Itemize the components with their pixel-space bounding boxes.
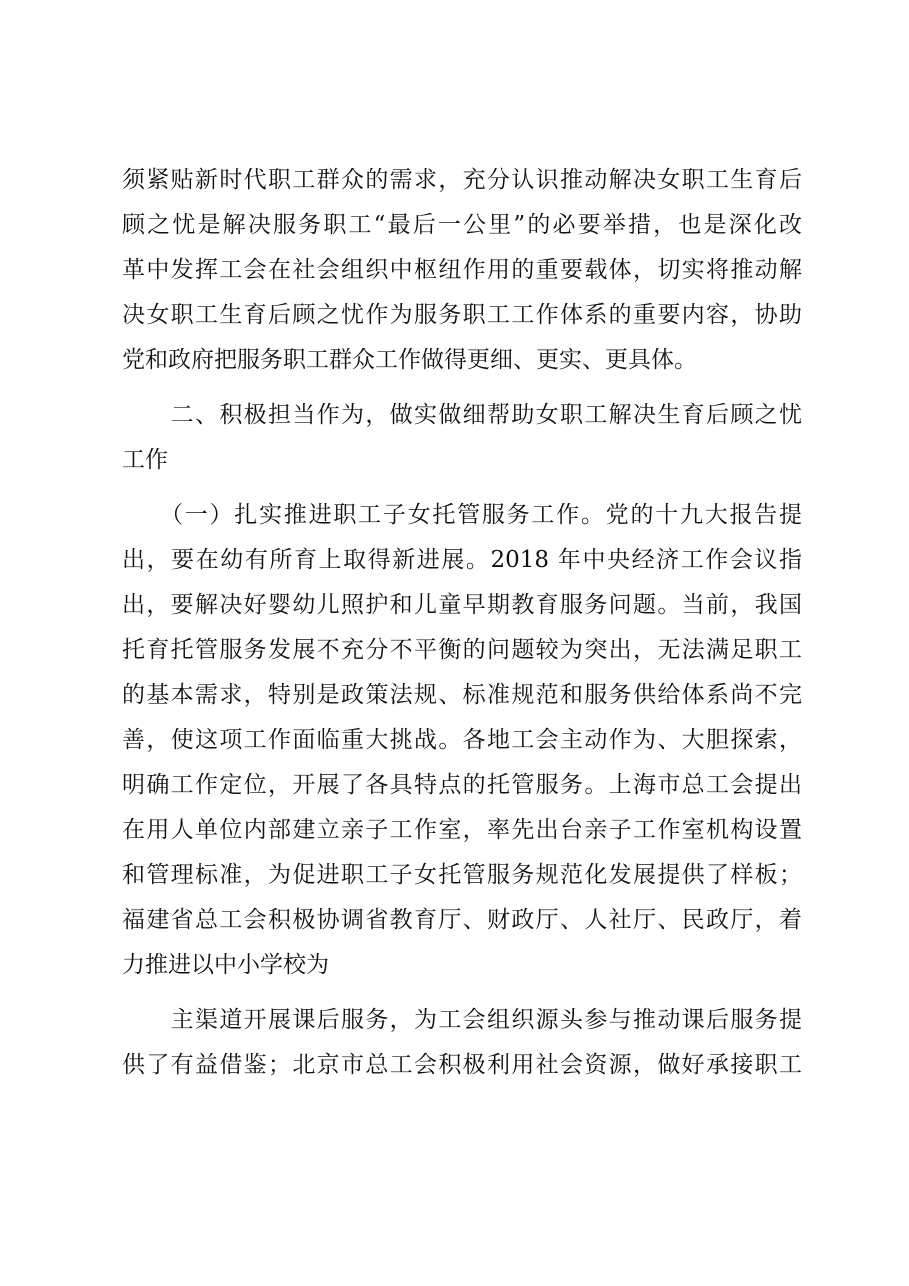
text-line: 在用人单位内部建立亲子工作室，率先出台亲子工作室机构设置 bbox=[122, 817, 802, 843]
text-line: 决女职工生育后顾之忧作为服务职工工作体系的重要内容，协助 bbox=[122, 302, 802, 328]
paragraph-gap bbox=[122, 988, 802, 998]
paragraph-gap bbox=[122, 383, 802, 393]
body-text bbox=[122, 158, 802, 1088]
heading-line: 二、积极担当作为，做实做细帮助女职工解决生育后顾之忧 bbox=[122, 402, 802, 428]
text-line: 出，要解决好婴幼儿照护和儿童早期教育服务问题。当前，我国 bbox=[122, 592, 802, 618]
text-line: 供了有益借鉴；北京市总工会积极利用社会资源，做好承接职工 bbox=[122, 1052, 802, 1078]
text-line: 革中发挥工会在社会组织中枢纽作用的重要载体，切实将推动解 bbox=[122, 257, 802, 283]
text-line: （一）扎实推进职工子女托管服务工作。党的十九大报告提 bbox=[122, 502, 802, 528]
text-line: 主渠道开展课后服务，为工会组织源头参与推动课后服务提 bbox=[122, 1007, 802, 1033]
text-line: 须紧贴新时代职工群众的需求，充分认识推动解决女职工生育后 bbox=[122, 167, 802, 193]
text-line: 和管理标准，为促进职工子女托管服务规范化发展提供了样板； bbox=[122, 862, 802, 888]
text-line: 力推进以中小学校为 bbox=[122, 952, 329, 978]
text-line: 善，使这项工作面临重大挑战。各地工会主动作为、大胆探索， bbox=[122, 727, 802, 753]
text-line: 的基本需求，特别是政策法规、标准规范和服务供给体系尚不完 bbox=[122, 682, 802, 708]
text-line: 明确工作定位，开展了各具特点的托管服务。上海市总工会提出 bbox=[122, 772, 802, 798]
text-line: 出，要在幼有所育上取得新进展。2018 年中央经济工作会议指 bbox=[122, 547, 802, 573]
text-line: 顾之忧是解决服务职工“最后一公里”的必要举措，也是深化改 bbox=[122, 212, 802, 238]
paragraph-2 bbox=[122, 493, 802, 988]
paragraph-3 bbox=[122, 998, 802, 1088]
heading-line: 工作 bbox=[122, 447, 168, 473]
text-line: 党和政府把服务职工群众工作做得更细、更实、更具体。 bbox=[122, 347, 697, 373]
paragraph-1 bbox=[122, 158, 802, 383]
section-heading bbox=[122, 393, 802, 483]
paragraph-gap bbox=[122, 483, 802, 493]
text-line: 托育托管服务发展不充分不平衡的问题较为突出，无法满足职工 bbox=[122, 637, 802, 663]
text-line: 福建省总工会积极协调省教育厅、财政厅、人社厅、民政厅，着 bbox=[122, 907, 802, 933]
